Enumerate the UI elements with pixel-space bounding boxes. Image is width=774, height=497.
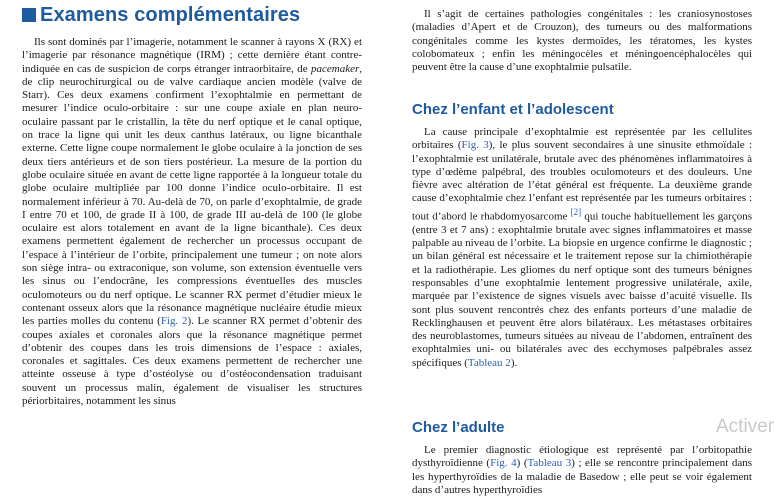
text-run: Ils sont dominés par l’imagerie, notamment le scanner à rayons X (RX) et l’imagerie par résonance magnétique (IRM) ; cette dernière étant contre-indiquée en cas de suspicion de corps étranger intraorbitaire, de	[22, 36, 362, 75]
activation-watermark: Activer	[716, 416, 774, 437]
enfant-paragraph	[412, 126, 752, 370]
section-heading-enfant: Chez l’enfant et l’adolescent	[412, 101, 614, 118]
section-heading-adulte: Chez l’adulte	[412, 419, 505, 436]
reference-2-link[interactable]: [2]	[570, 206, 582, 217]
text-run: ) (	[516, 457, 528, 470]
text-run: Le premier diagnostic étiologique est représenté par l’orbitopathie dysthyroïdienne (	[412, 444, 752, 470]
figure-4-link[interactable]: Fig. 4	[490, 457, 517, 470]
text-run: qui touche habituellement les garçons (entre 3 et 7 ans) : exophtalmie brutale avec signes inflammatoires et masse palpable au niveau de l’orbite. La biopsie en urgence confirme le diagnostic ; un bilan général est nécessaire et le traitement repose sur la chimiothérapie et la radiothérapie. Les gliomes du nerf optique sont des tumeurs bénignes responsables d’une exophtalmie lentement progressive unilatérale, axile, marquée par l’existence de signes visuels avec baisse d’acuité visuelle. Ils sont plus souvent rencontrés chez des enfants porteurs d’une maladie de Recklinghausen et peuvent être alors bilatéraux. Les métastases orbitaires des neuroblastomes, tumeurs situées au niveau de l’abdomen, entraînent des exophtalmies uni- ou bilatérales avec des ecchymoses palpébrales assez spécifiques (	[412, 210, 752, 369]
congenital-paragraph: Il s’agit de certaines pathologies congénitales : les craniosynostoses (maladies d’Apert et de Crouzon), des tumeurs ou des malformations congénitales comme les kystes dermoïdes, les tératomes, les kystes colobomateux ; enfin les méningocèles et méningoencéphalocèles qui peuvent être la cause d’une exophtalmie pulsatile.	[412, 8, 752, 74]
heading-square-icon	[22, 8, 36, 22]
section-heading-text: Examens complémentaires	[40, 4, 301, 26]
text-run: ). Le scanner RX permet d’obtenir des coupes axiales et coronales alors que la résonance magnétique permet d’obtenir des coupes dans les trois dimensions de l’espace : axiales, coronales et sagittales. Ces deux examens permettent de rechercher une atteinte osseuse à type d’ostéolyse ou d’ostéocondensation traduisant souvent un processus malin, également de visualiser les structures périorbitaires, notamment les sinus	[22, 315, 362, 408]
table-3-link[interactable]: Tableau 3	[527, 457, 572, 470]
text-run: La cause principale d’exophtalmie est représentée par les cellulites orbitaires (	[412, 126, 752, 152]
figure-2-link[interactable]: Fig. 2	[160, 315, 188, 328]
section-heading-examens	[22, 4, 300, 27]
adulte-paragraph	[412, 444, 752, 497]
examens-paragraph	[22, 36, 362, 408]
text-run: ), le plus souvent secondaires à une sinusite ethmoïdale : l’exophtalmie est unilatérale, brutale avec des phénomènes inflammatoires à type d’œdème palpébral, des troubles oculomoteurs et des douleurs. Une fièvre avec altération de l’état général est fréquente. La deuxième grande cause d’exophtalmie chez l’enfant est représentée par les tumeurs orbitaires : tout d’abord le rhabdomyosarcome	[412, 139, 752, 223]
text-run-italic: pacemaker	[310, 62, 360, 75]
figure-3-link[interactable]: Fig. 3	[461, 139, 489, 152]
text-run: ).	[510, 356, 518, 369]
text-run: ) ; elle se rencontre principalement dans les hyperthyroïdies de la maladie de Basedow ; elle peut se voir également dans d’autres hyperthyroïdies	[412, 457, 752, 496]
text-run: , de clip neurochirurgical ou de valve cardiaque ancien modèle (valve de Starr). Ces deux examens confirment l’exophtalmie en permettant de mesurer l’indice oculo-orbitaire : sur une coupe axiale en plan neuro-oculaire passant par le cristallin, la tête du nerf optique et le canal optique, on trace la ligne qui unit les deux canthus latéraux, ou ligne bicanthale externe. Cette ligne coupe normalement le globe oculaire à la jonction de ses deux tiers antérieurs et de son tiers postérieur. La mesure de la portion du globe oculaire située en avant de cette ligne rapportée à la longueur totale du globe oculaire multipliée par 100 donne l’indice oculo-orbitaire. Il est normalement inférieur à 70. Au-delà de 70, on parle d’exophtalmie, de grade I entre 70 et 100, de grade II à 100, de grade III au-delà de 100 (le globe oculaire est alors totalement en avant de la ligne bicanthale). Ces deux examens permettent également de rechercher un processus occupant de l’espace à l’intérieur de l’orbite, principalement une tumeur ; on note alors son siège intra- ou extraconique, son volume, son extension éventuelle vers les sinus ou l’endocrâne, les compressions éventuelles des muscles oculomoteurs ou du nerf optique. Le scanner RX permet d’étudier mieux le contenant osseux alors que la résonance magnétique nucléaire étudie mieux les parties molles du contenu (	[22, 62, 362, 328]
table-2-link[interactable]: Tableau 2	[467, 356, 511, 369]
